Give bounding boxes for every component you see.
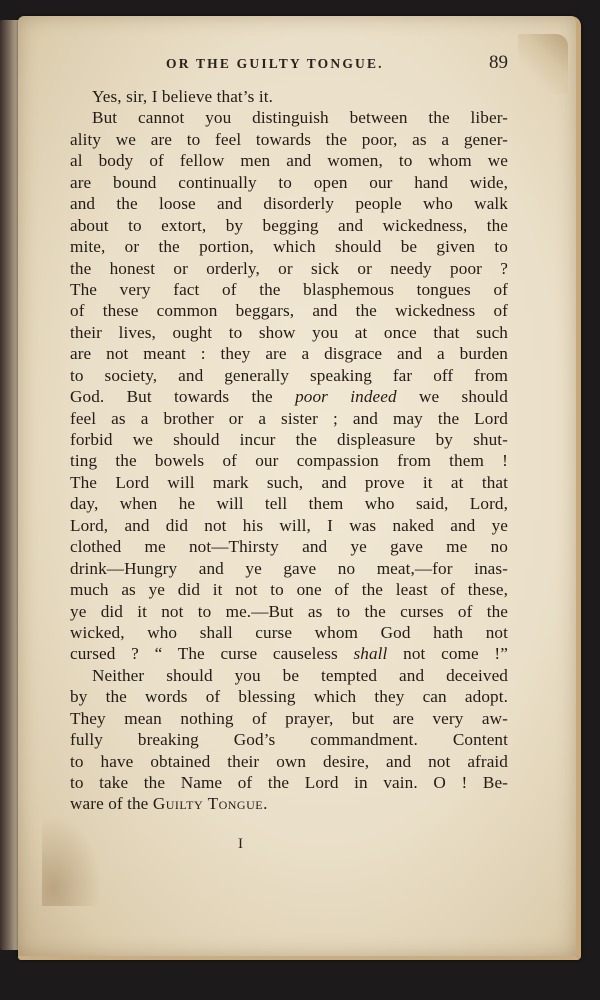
text-line: to society, and generally speaking far off from — [70, 365, 508, 385]
text-line: the honest or orderly, or sick or needy poor ? — [70, 258, 508, 278]
text-line: ting the bowels of our compassion from them ! — [70, 451, 508, 471]
italic-phrase: poor indeed — [295, 387, 397, 407]
text-line: about to extort, by begging and wickedness, the — [70, 215, 508, 235]
page-corner-wear — [518, 34, 568, 94]
text-segment: ware of the — [70, 794, 153, 814]
text-line: al body of fellow men and women, to whom we — [70, 151, 508, 171]
text-segment: . — [263, 794, 268, 814]
text-segment: cursed ? “ The curse causeless — [70, 644, 354, 664]
text-line: clothed me not—Thirsty and ye gave me no — [70, 537, 508, 557]
text-segment: we should — [396, 387, 508, 407]
text-line: much as ye did it not to one of the least of these, — [70, 580, 508, 600]
text-line: drink—Hungry and ye gave no meat,—for inas- — [70, 558, 508, 578]
text-line: day, when he will tell them who said, Lord, — [70, 494, 508, 514]
running-head: OR THE GUILTY TONGUE. — [166, 56, 384, 71]
text-line: and the loose and disorderly people who walk — [70, 194, 508, 214]
small-caps-title: Guilty Tongue — [152, 794, 264, 814]
text-line: The very fact of the blasphemous tongues of — [70, 279, 508, 299]
text-line: But cannot you distinguish between the liber- — [92, 108, 508, 128]
signature-mark: I — [238, 836, 243, 852]
text-line: Yes, sir, I believe that’s it. — [92, 87, 274, 106]
text-line: are not meant : they are a disgrace and a burden — [70, 344, 508, 364]
text-line-mixed — [70, 643, 508, 664]
text-line: The Lord will mark such, and prove it at that — [70, 472, 508, 492]
text-line: Neither should you be tempted and deceived — [92, 665, 508, 685]
text-segment: God. But towards the — [70, 387, 296, 407]
page-stain — [42, 816, 102, 906]
text-line-mixed — [70, 386, 508, 407]
text-line: to take the Name of the Lord in vain. O ! Be- — [70, 773, 508, 792]
text-line: mite, or the portion, which should be given to — [70, 237, 508, 257]
text-line: to have obtained their own desire, and not afraid — [70, 751, 508, 771]
text-segment: not come !” — [387, 644, 508, 664]
text-line: They mean nothing of prayer, but are very aw- — [70, 708, 508, 728]
text-line: by the words of blessing which they can adopt. — [70, 687, 508, 707]
text-line: wicked, who shall curse whom God hath not — [70, 622, 508, 642]
text-line: ality we are to feel towards the poor, as a gener- — [70, 129, 508, 149]
text-line: Lord, and did not his will, I was naked and ye — [70, 515, 508, 535]
text-line: fully breaking God’s commandment. Content — [70, 730, 508, 750]
text-line: of these common beggars, and the wickedness of — [70, 301, 508, 321]
text-line: ye did it not to me.—But as to the curses of the — [70, 601, 508, 621]
italic-word: shall — [353, 644, 388, 664]
text-line: forbid we should incur the displeasure by shut- — [70, 430, 508, 449]
text-line: are bound continually to open our hand wide, — [70, 172, 508, 192]
body-text — [70, 86, 508, 815]
page-header — [68, 52, 508, 76]
text-line: feel as a brother or a sister ; and may the Lord — [70, 408, 508, 428]
page-number: 89 — [489, 52, 508, 73]
text-line-mixed — [70, 793, 508, 814]
text-line: their lives, ought to show you at once that such — [70, 322, 508, 342]
